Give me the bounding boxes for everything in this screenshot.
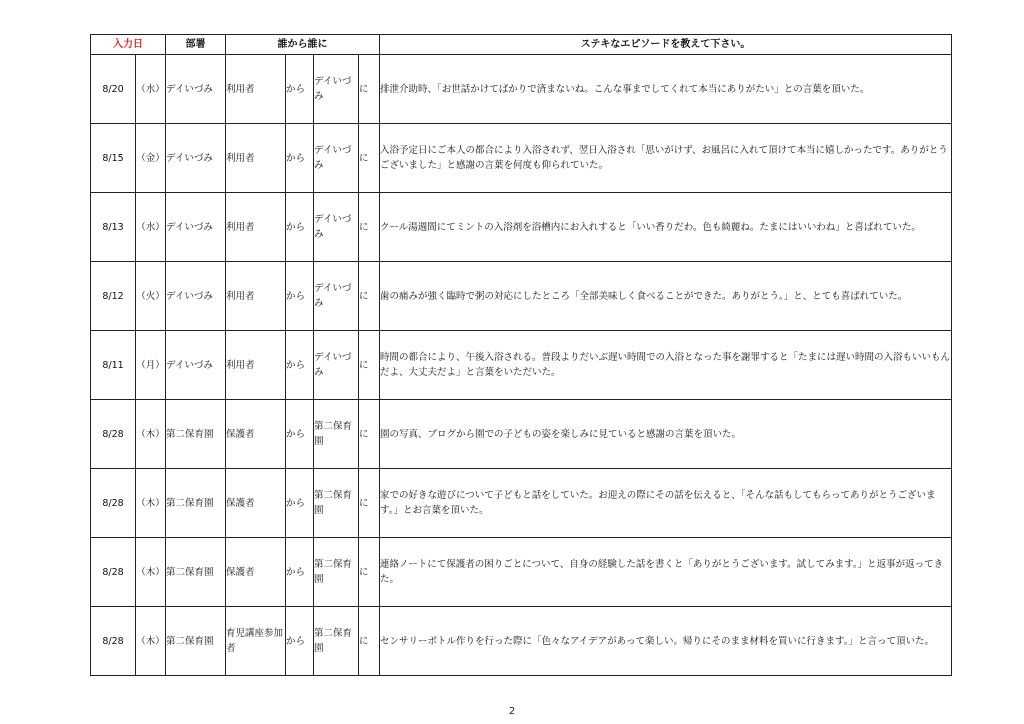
table-row [91,538,952,607]
cell-department: デイいづみ [166,262,226,331]
cell-department: 第二保育園 [166,469,226,538]
cell-episode: 時間の都合により、午後入浴される。普段よりだいぶ遅い時間での入浴となった事を謝罪すると「たまには遅い時間の入浴もいいもんだよ、大丈夫だよ」と言葉をいただいた。 [380,331,952,400]
table-row [91,262,952,331]
cell-from-particle: から [286,262,314,331]
cell-date: 8/15 [91,124,136,193]
cell-date: 8/20 [91,55,136,124]
cell-from-person: 育児講座参加者 [226,607,286,676]
cell-episode: センサリーボトル作りを行った際に「色々なアイデアがあって楽しい。帰りにそのまま材料を買いに行きます。」と言って頂いた。 [380,607,952,676]
cell-to-department: デイいづみ [314,331,359,400]
cell-episode: クール湯週間にてミントの入浴剤を浴槽内にお入れすると「いい香りだわ。色も綺麗ね。たまにはいいわね」と喜ばれていた。 [380,193,952,262]
cell-to-department: デイいづみ [314,193,359,262]
cell-from-particle: から [286,331,314,400]
cell-weekday: （木） [136,607,166,676]
cell-weekday: （火） [136,262,166,331]
cell-department: 第二保育園 [166,400,226,469]
header-date: 入力日 [91,35,166,55]
cell-date: 8/28 [91,400,136,469]
cell-weekday: （水） [136,193,166,262]
table-row [91,193,952,262]
cell-weekday: （木） [136,469,166,538]
table-row [91,124,952,193]
cell-to-department: デイいづみ [314,262,359,331]
cell-date: 8/13 [91,193,136,262]
cell-from-particle: から [286,538,314,607]
cell-date: 8/11 [91,331,136,400]
cell-from-particle: から [286,400,314,469]
cell-to-particle: に [359,607,380,676]
cell-to-department: 第二保育園 [314,538,359,607]
cell-date: 8/28 [91,538,136,607]
cell-episode: 排泄介助時、「お世話かけてばかりで済まないね。こんな事までしてくれて本当にありがたい」との言葉を頂いた。 [380,55,952,124]
cell-department: デイいづみ [166,193,226,262]
cell-from-particle: から [286,469,314,538]
cell-to-particle: に [359,538,380,607]
cell-weekday: （水） [136,55,166,124]
cell-episode: 連絡ノートにて保護者の困りごとについて、自身の経験した話を書くと「ありがとうございます。試してみます。」と返事が返ってきた。 [380,538,952,607]
cell-from-person: 保護者 [226,469,286,538]
cell-weekday: （月） [136,331,166,400]
cell-from-person: 保護者 [226,538,286,607]
cell-to-particle: に [359,469,380,538]
cell-from-particle: から [286,124,314,193]
table-body [91,55,952,676]
cell-department: 第二保育園 [166,607,226,676]
table-row [91,607,952,676]
cell-from-person: 利用者 [226,55,286,124]
cell-episode: 園の写真、ブログから園での子どもの姿を楽しみに見ていると感謝の言葉を頂いた。 [380,400,952,469]
header-from-to: 誰から誰に [226,35,380,55]
cell-to-department: デイいづみ [314,124,359,193]
cell-date: 8/28 [91,607,136,676]
table-row [91,331,952,400]
cell-department: デイいづみ [166,331,226,400]
cell-to-particle: に [359,400,380,469]
header-dept: 部署 [166,35,226,55]
cell-to-department: 第二保育園 [314,469,359,538]
table-row [91,400,952,469]
cell-from-person: 利用者 [226,331,286,400]
cell-department: デイいづみ [166,124,226,193]
episode-table [90,34,952,676]
cell-to-department: 第二保育園 [314,400,359,469]
cell-to-particle: に [359,124,380,193]
cell-from-particle: から [286,55,314,124]
cell-to-department: デイいづみ [314,55,359,124]
cell-weekday: （金） [136,124,166,193]
cell-weekday: （木） [136,538,166,607]
cell-department: デイいづみ [166,55,226,124]
cell-to-particle: に [359,193,380,262]
cell-from-person: 保護者 [226,400,286,469]
cell-from-particle: から [286,607,314,676]
cell-date: 8/12 [91,262,136,331]
cell-from-person: 利用者 [226,193,286,262]
table-row [91,55,952,124]
cell-episode: 家での好きな遊びについて子どもと話をしていた。お迎えの際にその話を伝えると、「そんな話もしてもらってありがとうございます。」とお言葉を頂いた。 [380,469,952,538]
cell-weekday: （木） [136,400,166,469]
cell-date: 8/28 [91,469,136,538]
cell-from-particle: から [286,193,314,262]
cell-episode: 入浴予定日にご本人の都合により入浴されず、翌日入浴され「思いがけず、お風呂に入れて頂けて本当に嬉しかったです。ありがとうございました」と感謝の言葉を何度も仰られていた。 [380,124,952,193]
cell-to-particle: に [359,331,380,400]
header-row [91,35,952,55]
cell-to-department: 第二保育園 [314,607,359,676]
cell-from-person: 利用者 [226,262,286,331]
cell-to-particle: に [359,55,380,124]
cell-to-particle: に [359,262,380,331]
header-episode: ステキなエピソードを教えて下さい。 [380,35,952,55]
cell-episode: 歯の痛みが強く臨時で粥の対応にしたところ「全部美味しく食べることができた。ありがとう。」と、とても喜ばれていた。 [380,262,952,331]
table-row [91,469,952,538]
cell-department: 第二保育園 [166,538,226,607]
cell-from-person: 利用者 [226,124,286,193]
page-number: 2 [508,706,516,717]
